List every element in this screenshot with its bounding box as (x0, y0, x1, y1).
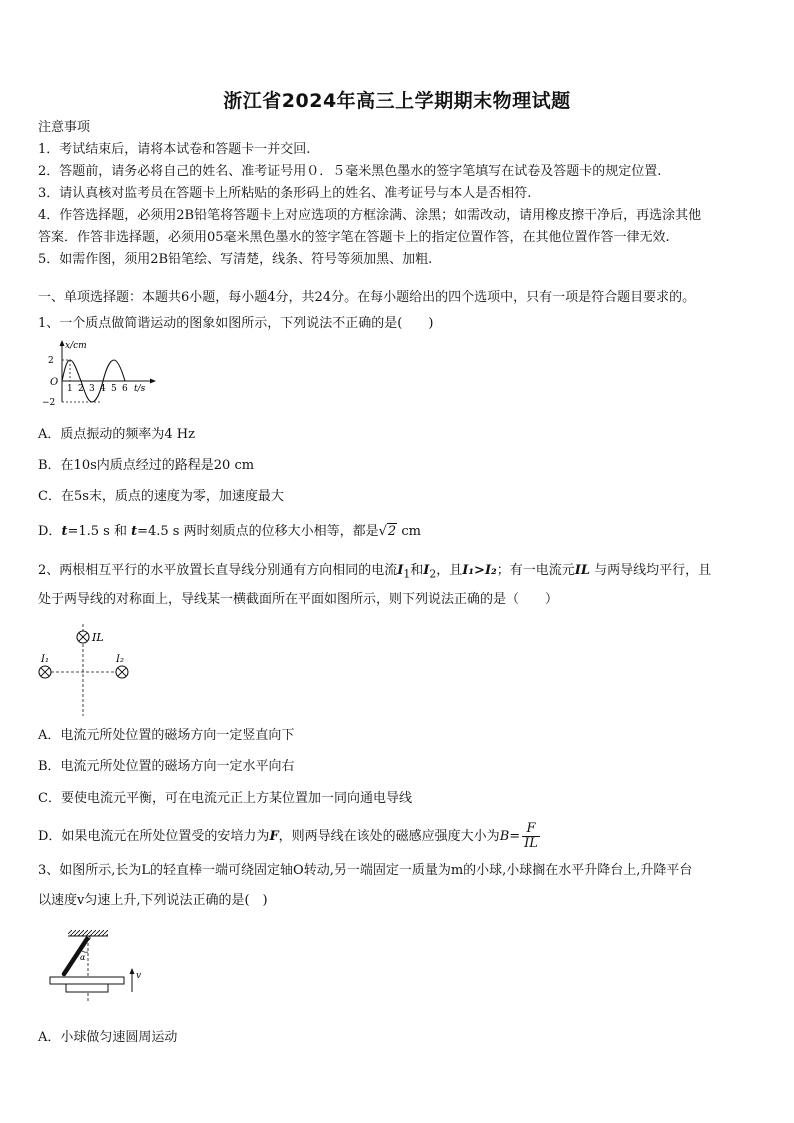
q2-d-prefix: D．如果电流元在所处位置受的安培力为 (38, 829, 270, 844)
q2-i2-sub: 2 (429, 567, 437, 581)
q3-rod-platform-figure (48, 926, 158, 1006)
page-title: 浙江省2024年高三上学期期末物理试题 (223, 90, 571, 112)
q1-option-c: C．在5s末，质点的速度为零，加速度最大 (38, 489, 284, 504)
fraction-f-over-il (522, 822, 540, 851)
q1-d-unit: cm (397, 524, 421, 539)
q2-d-b: B= (499, 829, 521, 844)
q2-option-b: B．电流元所处位置的磁场方向一定水平向右 (38, 759, 295, 774)
section-heading: 一、单项选择题：本题共6小题，每小题4分，共24分。在每小题给出的四个选项中，只有一项是符合题目要求的。 (38, 290, 696, 305)
q2-and: 和 (410, 563, 424, 578)
notice-heading: 注意事项 (38, 120, 91, 135)
x-tick-2: 2 (78, 384, 84, 394)
q2-stem-b: ，且 (436, 563, 463, 578)
y-tick-minus2: −2 (42, 398, 56, 408)
q2-i1: I (397, 563, 404, 578)
q2-stem-a: 2、两根相互平行的水平放置长直导线分别通有方向相同的电流 (38, 563, 398, 578)
sqrt-symbol: √ (378, 524, 387, 539)
current-element-into-page-icon (77, 631, 89, 643)
x-axis-label: t/s (134, 384, 146, 394)
notice-item-3: 3．请认真核对监考员在答题卡上所粘贴的条形码上的姓名、准考证号与本人是否相符. (38, 186, 532, 201)
angle-alpha-label: α (80, 953, 86, 962)
q1-option-b: B．在10s内质点经过的路程是20 cm (38, 458, 255, 473)
y-axis-label: x/cm (65, 341, 87, 351)
label-il: IL (92, 631, 104, 644)
notice-item-2: 2．答题前，请务必将自己的姓名、准考证号用０．５毫米黑色墨水的签字笔填写在试卷及答题卡的规定位置. (38, 164, 662, 179)
q2-wire-figure (36, 624, 136, 718)
platform-base (66, 984, 108, 992)
q1-stem: 1、一个质点做简谐运动的图象如图所示，下列说法不正确的是( ) (38, 316, 434, 331)
q1-d-t1: t (61, 524, 68, 539)
q1-shm-graph (36, 338, 166, 410)
q2-compare: I₁>I₂ (462, 563, 497, 578)
q1-option-a: A．质点振动的频率为4 Hz (38, 427, 195, 442)
q2-stem-line1 (38, 560, 760, 586)
label-i2: I₂ (116, 654, 124, 665)
q3-stem-line1: 3、如图所示,长为L的轻直棒一端可绕固定轴O转动,另一端固定一质量为m的小球,小球搁在水平升降台上,升降平台 (38, 863, 693, 878)
y-tick-2: 2 (48, 356, 54, 366)
fraction-denominator: IL (524, 836, 538, 851)
q1-d-t2: t (131, 524, 138, 539)
q3-stem-line2: 以速度v匀速上升,下列说法正确的是( ) (38, 893, 268, 908)
wire-i2-into-page-icon (116, 666, 128, 678)
x-tick-5: 5 (111, 384, 117, 394)
q1-d-prefix: D． (38, 524, 62, 539)
sqrt-radicand: 2 (387, 524, 397, 539)
q2-d-f: F (269, 829, 279, 844)
notice-item-4: 4．作答选择题，必须用2B铅笔将答题卡上对应选项的方框涂满、涂黑；如需改动，请用橡皮擦干净后，再选涂其他 (38, 208, 702, 223)
notice-item-4-cont: 答案．作答非选择题，必须用05毫米黑色墨水的签字笔在答题卡上的指定位置作答，在其他位置作答一律无效. (38, 230, 670, 245)
velocity-label: v (136, 971, 142, 981)
ceiling-hatch (68, 930, 108, 936)
x-tick-6: 6 (122, 384, 128, 394)
fraction-numerator: F (522, 822, 540, 837)
x-tick-1: 1 (67, 384, 73, 394)
label-i1: I₁ (41, 654, 49, 665)
wire-i1-into-page-icon (39, 666, 51, 678)
q3-option-a: A．小球做匀速圆周运动 (38, 1030, 178, 1045)
q2-i2: I (423, 563, 430, 578)
q2-d-mid: ，则两导线在该处的磁感应强度大小为 (278, 829, 500, 844)
q2-stem-c: ；有一电流元 (496, 563, 575, 578)
origin-label: O (50, 377, 59, 388)
q2-option-c: C．要使电流元平衡，可在电流元正上方某位置加一同向通电导线 (38, 791, 412, 806)
q2-option-d (38, 822, 760, 851)
x-tick-3: 3 (89, 384, 95, 394)
q2-stem-line2: 处于两导线的对称面上，导线某一横截面所在平面如图所示，则下列说法正确的是（ ） (38, 592, 559, 607)
x-tick-4: 4 (100, 384, 106, 394)
q1-d-mid1: =1.5 s 和 (67, 524, 132, 539)
sqrt-expression (379, 521, 398, 543)
q2-stem-d: 与两导线均平行，且 (589, 563, 712, 578)
notice-item-5: 5．如需作图，须用2B铅笔绘、写清楚，线条、符号等须加黑、加粗. (38, 252, 433, 267)
q1-d-mid2: =4.5 s 两时刻质点的位移大小相等，都是 (137, 524, 379, 539)
q2-i1-sub: 1 (403, 567, 411, 581)
q2-il: IL (574, 563, 590, 578)
platform-top (50, 977, 124, 984)
q2-option-a: A．电流元所处位置的磁场方向一定竖直向下 (38, 728, 295, 743)
notice-item-1: 1．考试结束后，请将本试卷和答题卡一并交回. (38, 142, 311, 157)
q1-option-d (38, 521, 760, 543)
